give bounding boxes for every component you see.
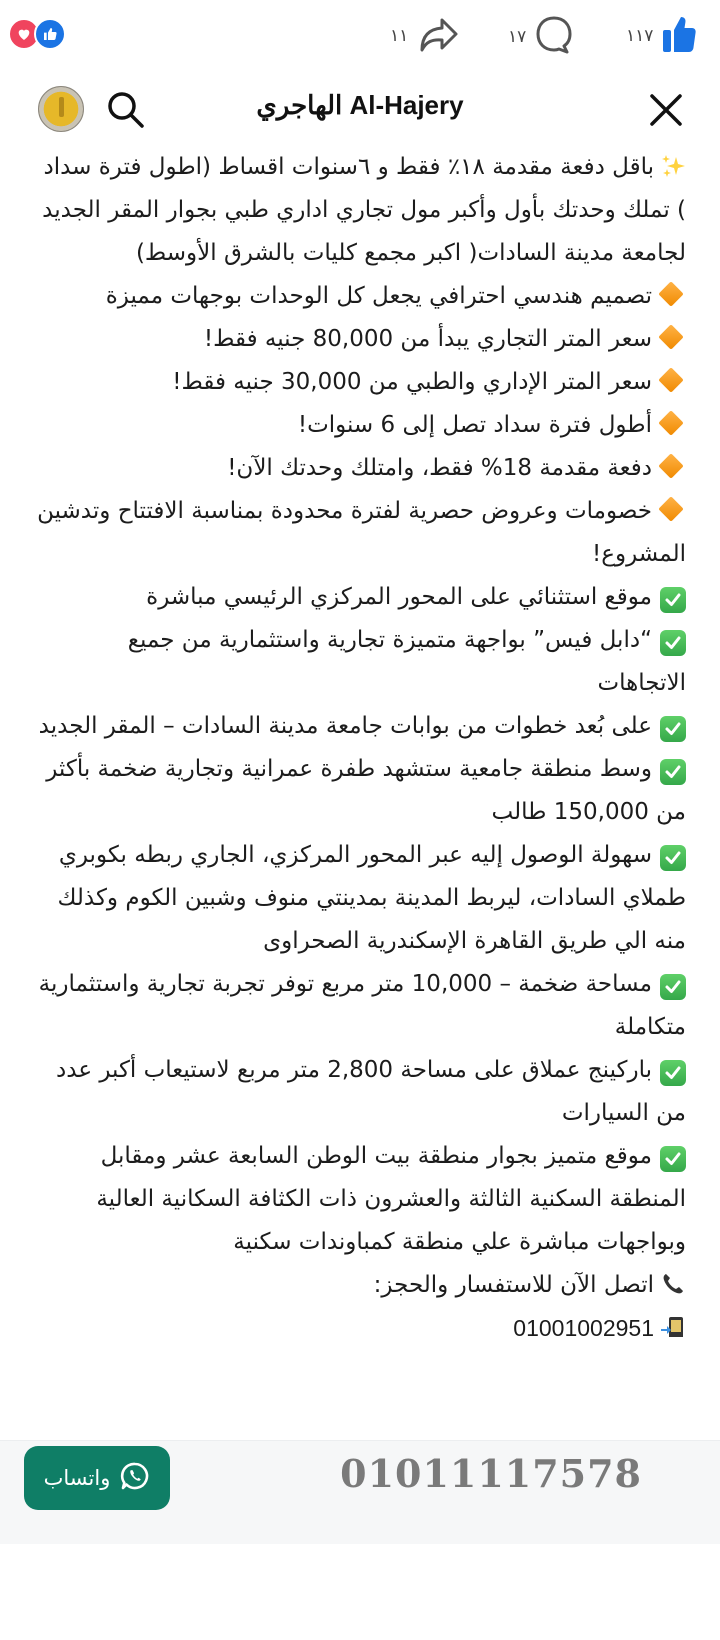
call-line: اتصل الآن للاستفسار والحجز: <box>34 1264 686 1307</box>
whatsapp-label: واتساب <box>43 1466 111 1490</box>
phone-line <box>34 1307 686 1337</box>
orange-diamond-icon <box>658 410 683 435</box>
comment-button[interactable] <box>508 14 574 60</box>
check-item: موقع استثنائي على المحور المركزي الرئيسي مباشرة <box>34 576 686 619</box>
post-body <box>34 146 686 1337</box>
share-button[interactable] <box>390 14 460 58</box>
reaction-summary[interactable] <box>8 18 66 50</box>
diamond-item: دفعة مقدمة 18% فقط، وامتلك وحدتك الآن! <box>34 447 686 490</box>
sparkles-icon <box>660 151 686 177</box>
orange-diamond-icon <box>658 496 683 521</box>
check-item: موقع متميز بجوار منطقة بيت الوطن السابعة عشر ومقابل المنطقة السكنية الثالثة والعشرون ذات الكثافة السكانية العالية وبواجهات مباشرة علي منطقة كمباوندات سكنية <box>96 1143 686 1255</box>
like-count: ١١٧ <box>626 26 654 46</box>
check-mark-icon <box>660 1060 686 1086</box>
contact-bar <box>0 1440 720 1544</box>
check-item: باركينج عملاق على مساحة 2,800 متر مربع لاستيعاب أكبر عدد من السيارات <box>56 1057 686 1126</box>
check-item: على بُعد خطوات من بوابات جامعة مدينة السادات – المقر الجديد <box>34 705 686 748</box>
diamond-item: تصميم هندسي احترافي يجعل كل الوحدات بوجهات مميزة <box>34 275 686 318</box>
diamond-item: سعر المتر الإداري والطبي من 30,000 جنيه فقط! <box>34 361 686 404</box>
call-phone-number[interactable]: 01011117578 <box>340 1451 642 1496</box>
check-mark-icon <box>660 974 686 1000</box>
check-mark-icon <box>660 845 686 871</box>
telephone-icon <box>660 1269 686 1295</box>
post-phone-number[interactable]: 01001002951 <box>513 1315 654 1337</box>
close-button[interactable] <box>646 90 686 130</box>
whatsapp-button[interactable] <box>24 1446 170 1510</box>
mobile-arrow-icon <box>660 1313 686 1337</box>
thumbs-up-icon <box>661 14 697 58</box>
comment-icon <box>534 14 574 60</box>
post-header <box>0 78 720 144</box>
share-count: ١١ <box>390 26 409 46</box>
check-mark-icon <box>660 630 686 656</box>
page-title: الهاجري Al-Hajery <box>256 90 464 120</box>
check-item: سهولة الوصول إليه عبر المحور المركزي، الجاري ربطه بكوبري طملاي السادات، ليربط المدينة بمدينتي منوف وشبين الكوم وكذلك منه الي طريق القاهرة الإسكندرية الصحراوى <box>57 842 686 954</box>
share-icon <box>416 14 460 58</box>
check-mark-icon <box>660 587 686 613</box>
check-item: “دابل فيس” بواجهة متميزة تجارية واستثمارية من جميع الاتجاهات <box>127 627 686 696</box>
diamond-item: أطول فترة سداد تصل إلى 6 سنوات! <box>34 404 686 447</box>
check-mark-icon <box>660 1146 686 1172</box>
diamond-item: سعر المتر التجاري يبدأ من 80,000 جنيه فقط! <box>34 318 686 361</box>
comment-count: ١٧ <box>508 27 527 47</box>
check-item: مساحة ضخمة – 10,000 متر مربع توفر تجربة تجارية واستثمارية متكاملة <box>38 971 686 1040</box>
check-mark-icon <box>660 759 686 785</box>
orange-diamond-icon <box>658 367 683 392</box>
close-icon <box>646 90 686 130</box>
check-mark-icon <box>660 716 686 742</box>
like-icon <box>34 18 66 50</box>
intro-paragraph: باقل دفعة مقدمة ١٨٪ فقط و ٦سنوات اقساط (اطول فترة سداد ) تملك وحدتك بأول وأكبر مول تجاري اداري طبي بجوار المقر الجديد لجامعة مدينة السادات( اكبر مجمع كليات بالشرق الأوسط) <box>34 146 686 275</box>
reaction-bar <box>0 0 720 72</box>
like-button[interactable] <box>626 14 697 58</box>
check-item: وسط منطقة جامعية ستشهد طفرة عمرانية وتجارية ضخمة بأكثر من 150,000 طالب <box>46 756 686 825</box>
orange-diamond-icon <box>658 281 683 306</box>
orange-diamond-icon <box>658 453 683 478</box>
orange-diamond-icon <box>658 324 683 349</box>
whatsapp-icon <box>120 1461 150 1495</box>
diamond-item: خصومات وعروض حصرية لفترة محدودة بمناسبة الافتتاح وتدشين المشروع! <box>37 498 686 567</box>
